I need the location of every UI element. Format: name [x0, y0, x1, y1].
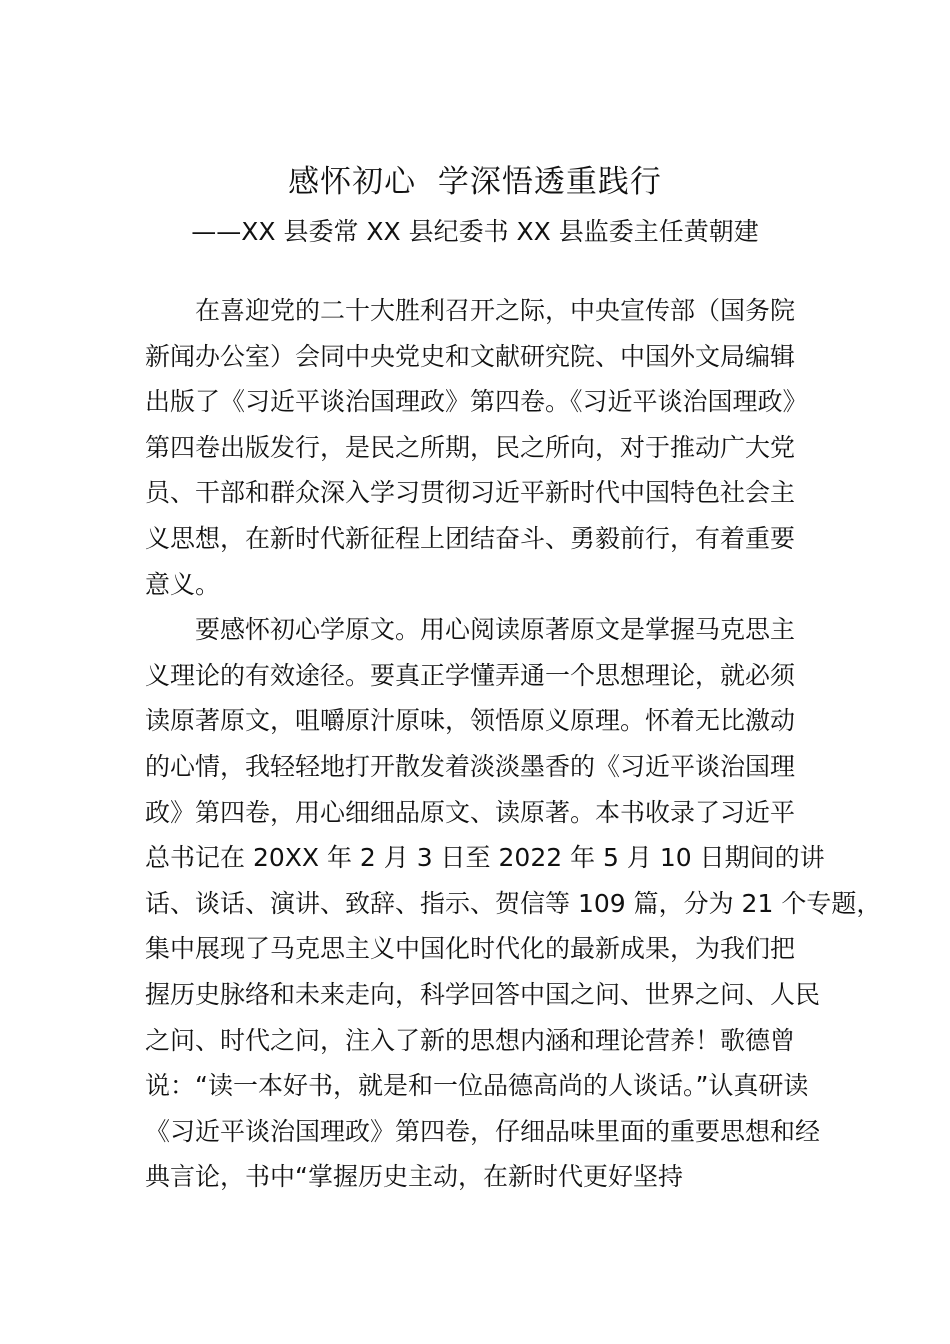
paragraph-line: 义理论的有效途径。要真正学懂弄通一个思想理论，就必须: [145, 660, 796, 690]
paragraph-line: 员、干部和群众深入学习贯彻习近平新时代中国特色社会主: [145, 478, 796, 508]
paragraph-line: 典言论，书中“掌握历史主动，在新时代更好坚持: [145, 1162, 683, 1192]
document-title: 感怀初心 学深悟透重践行: [288, 164, 662, 200]
document-body: [145, 288, 882, 1200]
paragraph-line: 说：“读一本好书，就是和一位品德高尚的人谈话。”认真研读: [145, 1071, 809, 1101]
paragraph-line: 政》第四卷，用心细细品原文、读原著。本书收录了习近平: [145, 797, 796, 827]
paragraph-line: 义思想，在新时代新征程上团结奋斗、勇毅前行，有着重要: [145, 523, 796, 553]
paragraph-line: 出版了《习近平谈治国理政》第四卷。《习近平谈治国理政》: [145, 387, 808, 417]
paragraph-line: 新闻办公室）会同中央党史和文献研究院、中国外文局编辑: [145, 341, 796, 371]
paragraph-line: 《习近平谈治国理政》第四卷，仔细品味里面的重要思想和经: [145, 1116, 821, 1146]
paragraph-line: 第四卷出版发行，是民之所期，民之所向，对于推动广大党: [145, 432, 796, 462]
paragraph-line: 总书记在 20XX 年 2 月 3 日至 2022 年 5 月 10 日期间的讲: [145, 843, 825, 873]
paragraph-line: 话、谈话、演讲、致辞、指示、贺信等 109 篇，分为 21 个专题，: [145, 888, 882, 918]
paragraph-line: 在喜迎党的二十大胜利召开之际，中央宣传部（国务院: [195, 296, 796, 325]
paragraph-line: 握历史脉络和未来走向，科学回答中国之问、世界之问、人民: [145, 979, 821, 1009]
paragraph-line: 集中展现了马克思主义中国化时代化的最新成果，为我们把: [145, 934, 796, 964]
paragraph-line: 意义。: [145, 569, 221, 599]
paragraph-line: 读原著原文，咀嚼原汁原味，领悟原义原理。怀着无比激动: [145, 706, 796, 736]
paragraph-line: 的心情，我轻轻地打开散发着淡淡墨香的《习近平谈治国理: [145, 751, 796, 781]
paragraph-line: 要感怀初心学原文。用心阅读原著原文是掌握马克思主: [195, 615, 796, 645]
paragraph-2: [145, 607, 882, 1200]
paragraph-1: [145, 288, 845, 607]
paragraph-line: 之问、时代之问，注入了新的思想内涵和理论营养！歌德曾: [145, 1025, 796, 1055]
document-subtitle: ——XX 县委常 XX 县纪委书 XX 县监委主任黄朝建: [191, 217, 759, 246]
